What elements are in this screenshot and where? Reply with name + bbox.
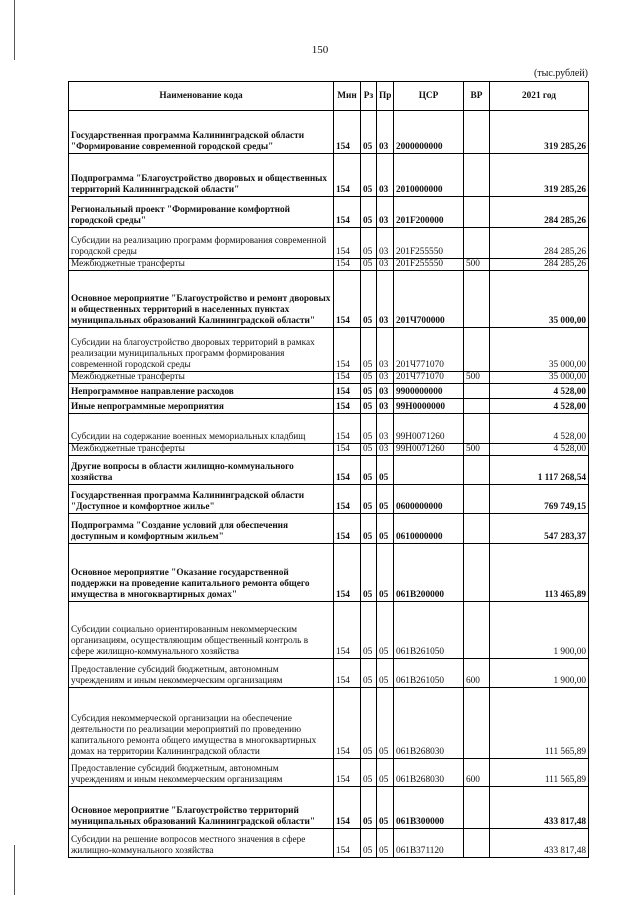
- table-header-row: [69, 82, 589, 111]
- header-rz: Рз: [361, 82, 377, 111]
- cell-csr: 9900000000: [394, 384, 464, 399]
- cell-rz: 05: [361, 328, 377, 372]
- header-name: Наименование кода: [69, 82, 334, 111]
- cell-amount: 284 285,26: [490, 228, 589, 259]
- cell-min: 154: [334, 111, 361, 154]
- cell-min: 154: [334, 759, 361, 787]
- cell-amount: 35 000,00: [490, 372, 589, 384]
- cell-min: 154: [334, 259, 361, 271]
- cell-vr: [464, 829, 490, 858]
- cell-min: 154: [334, 414, 361, 444]
- cell-rz: 05: [361, 384, 377, 399]
- page-number: 150: [311, 44, 329, 56]
- cell-rz: 05: [361, 602, 377, 659]
- cell-csr: 061В268030: [394, 759, 464, 787]
- header-year: 2021 год: [490, 82, 589, 111]
- cell-rz: 05: [361, 759, 377, 787]
- cell-name: Подпрограмма "Благоустройство дворовых и общественных территорий Калининградской области": [69, 154, 334, 197]
- cell-vr: 500: [464, 444, 490, 456]
- cell-min: 154: [334, 444, 361, 456]
- cell-name: Субсидии на благоустройство дворовых территорий в рамках реализации муниципальных программ формирования современной городской среды: [69, 328, 334, 372]
- cell-rz: 05: [361, 659, 377, 688]
- cell-min: 154: [334, 228, 361, 259]
- header-min: Мин: [334, 82, 361, 111]
- cell-min: 154: [334, 154, 361, 197]
- table-row: [69, 372, 589, 384]
- cell-amount: 1 900,00: [490, 602, 589, 659]
- table-row: [69, 228, 589, 259]
- table-row: [69, 485, 589, 514]
- table-row: [69, 197, 589, 228]
- cell-amount: 35 000,00: [490, 328, 589, 372]
- cell-rz: 05: [361, 829, 377, 858]
- cell-pr: 03: [377, 197, 394, 228]
- table-row: [69, 688, 589, 759]
- cell-rz: 05: [361, 485, 377, 514]
- cell-rz: 05: [361, 444, 377, 456]
- cell-vr: 600: [464, 659, 490, 688]
- cell-amount: 284 285,26: [490, 259, 589, 271]
- cell-pr: 05: [377, 759, 394, 787]
- cell-min: 154: [334, 399, 361, 414]
- cell-pr: 05: [377, 787, 394, 829]
- cell-min: 154: [334, 384, 361, 399]
- cell-pr: 03: [377, 154, 394, 197]
- cell-name: Предоставление субсидий бюджетным, автономным учреждениям и иным некоммерческим организациям: [69, 759, 334, 787]
- table-row: [69, 787, 589, 829]
- cell-vr: [464, 787, 490, 829]
- cell-pr: 05: [377, 485, 394, 514]
- cell-csr: 061В371120: [394, 829, 464, 858]
- cell-pr: 05: [377, 456, 394, 485]
- cell-min: 154: [334, 688, 361, 759]
- cell-rz: 05: [361, 228, 377, 259]
- cell-name: Иные непрограммные мероприятия: [69, 399, 334, 414]
- cell-csr: 061В261050: [394, 602, 464, 659]
- cell-csr: 061В300000: [394, 787, 464, 829]
- cell-vr: [464, 399, 490, 414]
- table-row: [69, 271, 589, 328]
- cell-min: 154: [334, 456, 361, 485]
- cell-csr: 061В261050: [394, 659, 464, 688]
- cell-min: 154: [334, 514, 361, 544]
- cell-min: 154: [334, 485, 361, 514]
- cell-vr: [464, 544, 490, 602]
- cell-rz: 05: [361, 399, 377, 414]
- cell-rz: 05: [361, 259, 377, 271]
- cell-name: Межбюджетные трансферты: [69, 444, 334, 456]
- cell-vr: [464, 271, 490, 328]
- cell-amount: 1 117 268,54: [490, 456, 589, 485]
- cell-rz: 05: [361, 414, 377, 444]
- header-pr: Пр: [377, 82, 394, 111]
- cell-vr: [464, 197, 490, 228]
- cell-amount: 111 565,89: [490, 759, 589, 787]
- cell-pr: 03: [377, 444, 394, 456]
- cell-name: Субсидии на реализацию программ формирования современной городской среды: [69, 228, 334, 259]
- table-row: [69, 456, 589, 485]
- cell-amount: 4 528,00: [490, 444, 589, 456]
- cell-vr: [464, 228, 490, 259]
- cell-csr: 201F255550: [394, 259, 464, 271]
- cell-csr: 201F255550: [394, 228, 464, 259]
- cell-rz: 05: [361, 787, 377, 829]
- cell-csr: 201Ч700000: [394, 271, 464, 328]
- header-vr: ВР: [464, 82, 490, 111]
- cell-pr: 03: [377, 111, 394, 154]
- cell-vr: [464, 154, 490, 197]
- cell-pr: 05: [377, 514, 394, 544]
- cell-vr: 500: [464, 259, 490, 271]
- table-row: [69, 602, 589, 659]
- cell-amount: 111 565,89: [490, 688, 589, 759]
- units-label: (тыс.рублей): [533, 68, 588, 79]
- cell-min: 154: [334, 197, 361, 228]
- cell-pr: 05: [377, 602, 394, 659]
- cell-name: Предоставление субсидий бюджетным, автономным учреждениям и иным некоммерческим организациям: [69, 659, 334, 688]
- cell-amount: 1 900,00: [490, 659, 589, 688]
- cell-vr: 600: [464, 759, 490, 787]
- table-row: [69, 414, 589, 444]
- cell-rz: 05: [361, 544, 377, 602]
- table-row: [69, 259, 589, 271]
- cell-vr: 500: [464, 372, 490, 384]
- cell-vr: [464, 414, 490, 444]
- table-row: [69, 399, 589, 414]
- table-row: [69, 544, 589, 602]
- cell-min: 154: [334, 602, 361, 659]
- cell-csr: 201F200000: [394, 197, 464, 228]
- cell-csr: 2010000000: [394, 154, 464, 197]
- cell-name: Подпрограмма "Создание условий для обеспечения доступным и комфортным жильем": [69, 514, 334, 544]
- left-margin-mark-bottom: [14, 845, 15, 895]
- cell-amount: 547 283,37: [490, 514, 589, 544]
- cell-vr: [464, 456, 490, 485]
- cell-name: Субсидии на содержание военных мемориальных кладбищ: [69, 414, 334, 444]
- cell-pr: 03: [377, 271, 394, 328]
- cell-csr: 2000000000: [394, 111, 464, 154]
- cell-csr: 0600000000: [394, 485, 464, 514]
- table-row: [69, 384, 589, 399]
- cell-pr: 03: [377, 328, 394, 372]
- budget-table: [68, 81, 589, 858]
- cell-min: 154: [334, 328, 361, 372]
- cell-name: Непрограммное направление расходов: [69, 384, 334, 399]
- cell-csr: 99Н0071260: [394, 444, 464, 456]
- cell-amount: 4 528,00: [490, 399, 589, 414]
- cell-pr: 03: [377, 228, 394, 259]
- cell-amount: 769 749,15: [490, 485, 589, 514]
- cell-csr: 99Н0000000: [394, 399, 464, 414]
- cell-amount: 319 285,26: [490, 154, 589, 197]
- table-row: [69, 829, 589, 858]
- cell-min: 154: [334, 271, 361, 328]
- cell-amount: 433 817,48: [490, 829, 589, 858]
- cell-name: Региональный проект "Формирование комфортной городской среды": [69, 197, 334, 228]
- table-row: [69, 328, 589, 372]
- cell-vr: [464, 602, 490, 659]
- table-row: [69, 514, 589, 544]
- cell-vr: [464, 111, 490, 154]
- cell-pr: 05: [377, 659, 394, 688]
- cell-name: Субсидии социально ориентированным некоммерческим организациям, осуществляющим общественный контроль в сфере жилищно-коммунального хозяйства: [69, 602, 334, 659]
- cell-rz: 05: [361, 514, 377, 544]
- cell-name: Основное мероприятие "Благоустройство и ремонт дворовых и общественных территорий в населенных пунктах муниципальных образований Калининградской области": [69, 271, 334, 328]
- cell-vr: [464, 514, 490, 544]
- cell-name: Межбюджетные трансферты: [69, 259, 334, 271]
- cell-csr: 99Н0071260: [394, 414, 464, 444]
- cell-csr: 061В200000: [394, 544, 464, 602]
- cell-pr: 03: [377, 414, 394, 444]
- table-row: [69, 111, 589, 154]
- cell-amount: 319 285,26: [490, 111, 589, 154]
- cell-csr: 061В268030: [394, 688, 464, 759]
- cell-amount: 113 465,89: [490, 544, 589, 602]
- cell-amount: 4 528,00: [490, 414, 589, 444]
- cell-name: Другие вопросы в области жилищно-коммунального хозяйства: [69, 456, 334, 485]
- cell-min: 154: [334, 787, 361, 829]
- cell-amount: 284 285,26: [490, 197, 589, 228]
- cell-vr: [464, 384, 490, 399]
- cell-min: 154: [334, 659, 361, 688]
- cell-name: Субсидия некоммерческой организации на обеспечение деятельности по реализации мероприятий по проведению капитального ремонта общего имущества в многоквартирных домах на территории Калининградской области: [69, 688, 334, 759]
- cell-pr: 05: [377, 544, 394, 602]
- cell-name: Основное мероприятие "Благоустройство территорий муниципальных образований Калининградской области": [69, 787, 334, 829]
- cell-rz: 05: [361, 197, 377, 228]
- table-row: [69, 444, 589, 456]
- cell-vr: [464, 688, 490, 759]
- cell-csr: [394, 456, 464, 485]
- cell-vr: [464, 328, 490, 372]
- header-csr: ЦСР: [394, 82, 464, 111]
- cell-rz: 05: [361, 154, 377, 197]
- cell-amount: 433 817,48: [490, 787, 589, 829]
- cell-rz: 05: [361, 271, 377, 328]
- cell-pr: 03: [377, 259, 394, 271]
- cell-pr: 03: [377, 399, 394, 414]
- cell-name: Субсидии на решение вопросов местного значения в сфере жилищно-коммунального хозяйства: [69, 829, 334, 858]
- cell-rz: 05: [361, 688, 377, 759]
- cell-rz: 05: [361, 372, 377, 384]
- cell-name: Основное мероприятие "Оказание государственной поддержки на проведение капитального ремонта общего имущества в многоквартирных домах": [69, 544, 334, 602]
- cell-min: 154: [334, 544, 361, 602]
- table-row: [69, 659, 589, 688]
- cell-name: Межбюджетные трансферты: [69, 372, 334, 384]
- cell-min: 154: [334, 372, 361, 384]
- cell-csr: 0610000000: [394, 514, 464, 544]
- cell-rz: 05: [361, 111, 377, 154]
- cell-amount: 4 528,00: [490, 384, 589, 399]
- cell-name: Государственная программа Калининградской области "Формирование современной городской среды": [69, 111, 334, 154]
- cell-csr: 201Ч771070: [394, 372, 464, 384]
- cell-csr: 201Ч771070: [394, 328, 464, 372]
- cell-vr: [464, 485, 490, 514]
- cell-rz: 05: [361, 456, 377, 485]
- cell-pr: 03: [377, 372, 394, 384]
- cell-amount: 35 000,00: [490, 271, 589, 328]
- table-row: [69, 759, 589, 787]
- cell-pr: 05: [377, 829, 394, 858]
- table-row: [69, 154, 589, 197]
- cell-min: 154: [334, 829, 361, 858]
- cell-name: Государственная программа Калининградской области "Доступное и комфортное жилье": [69, 485, 334, 514]
- cell-pr: 03: [377, 384, 394, 399]
- cell-pr: 05: [377, 688, 394, 759]
